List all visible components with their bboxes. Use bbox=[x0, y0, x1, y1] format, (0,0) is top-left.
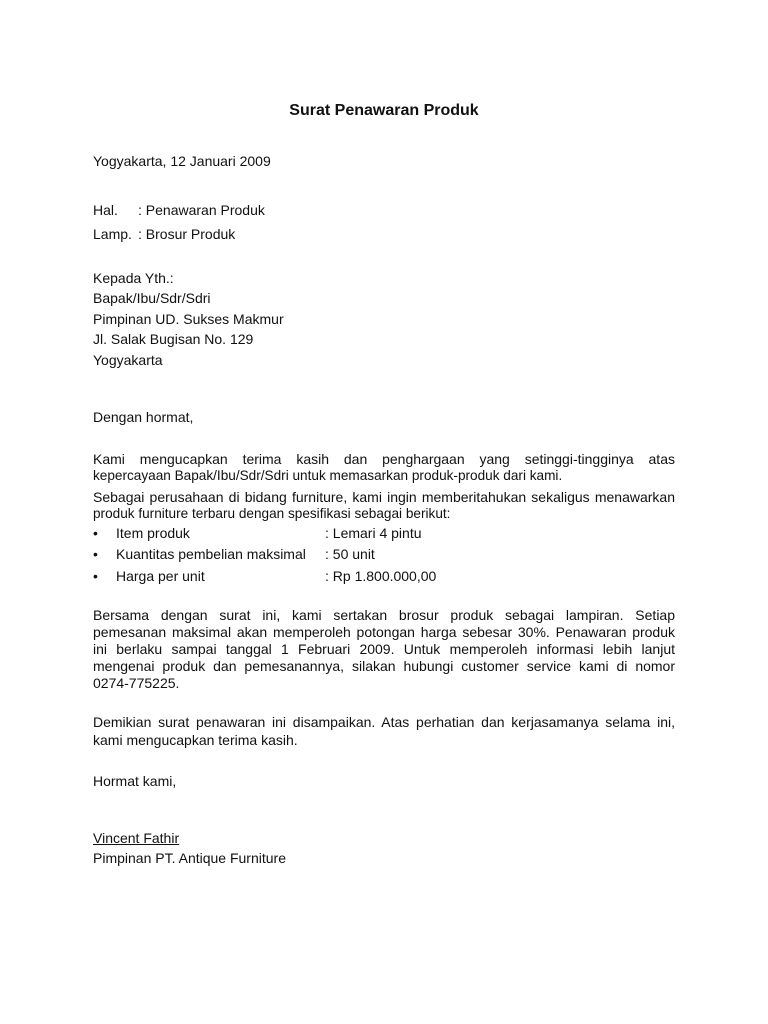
greeting: Dengan hormat, bbox=[93, 409, 194, 425]
spec-label: Item produk bbox=[116, 525, 190, 541]
date-line: Yogyakarta, 12 Januari 2009 bbox=[93, 153, 271, 169]
recipient-line: Yogyakarta bbox=[93, 352, 163, 368]
signer-name: Vincent Fathir bbox=[93, 830, 180, 846]
bullet-symbol: • bbox=[93, 568, 98, 584]
spec-label: Kuantitas pembelian maksimal bbox=[116, 546, 306, 562]
paragraph-3-line: pemesanan maksimal akan memperoleh potongan harga sebesar 30%. Penawaran produk bbox=[93, 624, 675, 640]
spec-label: Harga per unit bbox=[116, 568, 205, 584]
recipient-line: Kepada Yth.: bbox=[93, 270, 174, 286]
attachment-value: : Brosur Produk bbox=[138, 226, 236, 242]
paragraph-2-line: produk furniture terbaru dengan spesifikasi sebagai berikut: bbox=[93, 506, 451, 521]
paragraph-3-line: ini berlaku sampai tanggal 1 Februari 2009. Untuk memperoleh informasi lebih lanjut bbox=[93, 641, 675, 657]
bullet-symbol: • bbox=[93, 525, 98, 541]
recipient-line: Bapak/Ibu/Sdr/Sdri bbox=[93, 290, 211, 306]
paragraph-1-line: Kami mengucapkan terima kasih dan penghargaan yang setinggi-tingginya atas bbox=[93, 451, 675, 467]
closing: Hormat kami, bbox=[93, 773, 177, 789]
subject-label: Hal. bbox=[93, 202, 118, 218]
paragraph-4-line: kami mengucapkan terima kasih. bbox=[93, 732, 298, 748]
letter-title: Surat Penawaran Produk bbox=[289, 102, 479, 119]
paragraph-1-line: kepercayaan Bapak/Ibu/Sdr/Sdri untuk memasarkan produk-produk dari kami. bbox=[93, 468, 563, 483]
paragraph-3-line: Bersama dengan surat ini, kami sertakan brosur produk sebagai lampiran. Setiap bbox=[93, 607, 675, 623]
spec-value: : 50 unit bbox=[325, 546, 375, 562]
subject-value: : Penawaran Produk bbox=[138, 202, 265, 218]
recipient-line: Jl. Salak Bugisan No. 129 bbox=[93, 331, 254, 347]
paragraph-3-line: 0274-775225. bbox=[93, 675, 180, 691]
paragraph-4-line: Demikian surat penawaran ini disampaikan. Atas perhatian dan kerjasamanya selama ini, bbox=[93, 714, 675, 730]
bullet-symbol: • bbox=[93, 546, 98, 562]
recipient-line: Pimpinan UD. Sukses Makmur bbox=[93, 311, 284, 327]
paragraph-3-line: mengenai produk dan pemesanannya, silakan hubungi customer service kami di nomor bbox=[93, 658, 675, 674]
signer-title: Pimpinan PT. Antique Furniture bbox=[93, 850, 286, 866]
spec-value: : Rp 1.800.000,00 bbox=[325, 568, 437, 584]
spec-value: : Lemari 4 pintu bbox=[325, 525, 422, 541]
attachment-label: Lamp. bbox=[93, 226, 132, 242]
paragraph-2-line: Sebagai perusahaan di bidang furniture, kami ingin memberitahukan sekaligus menawarkan bbox=[93, 489, 675, 505]
